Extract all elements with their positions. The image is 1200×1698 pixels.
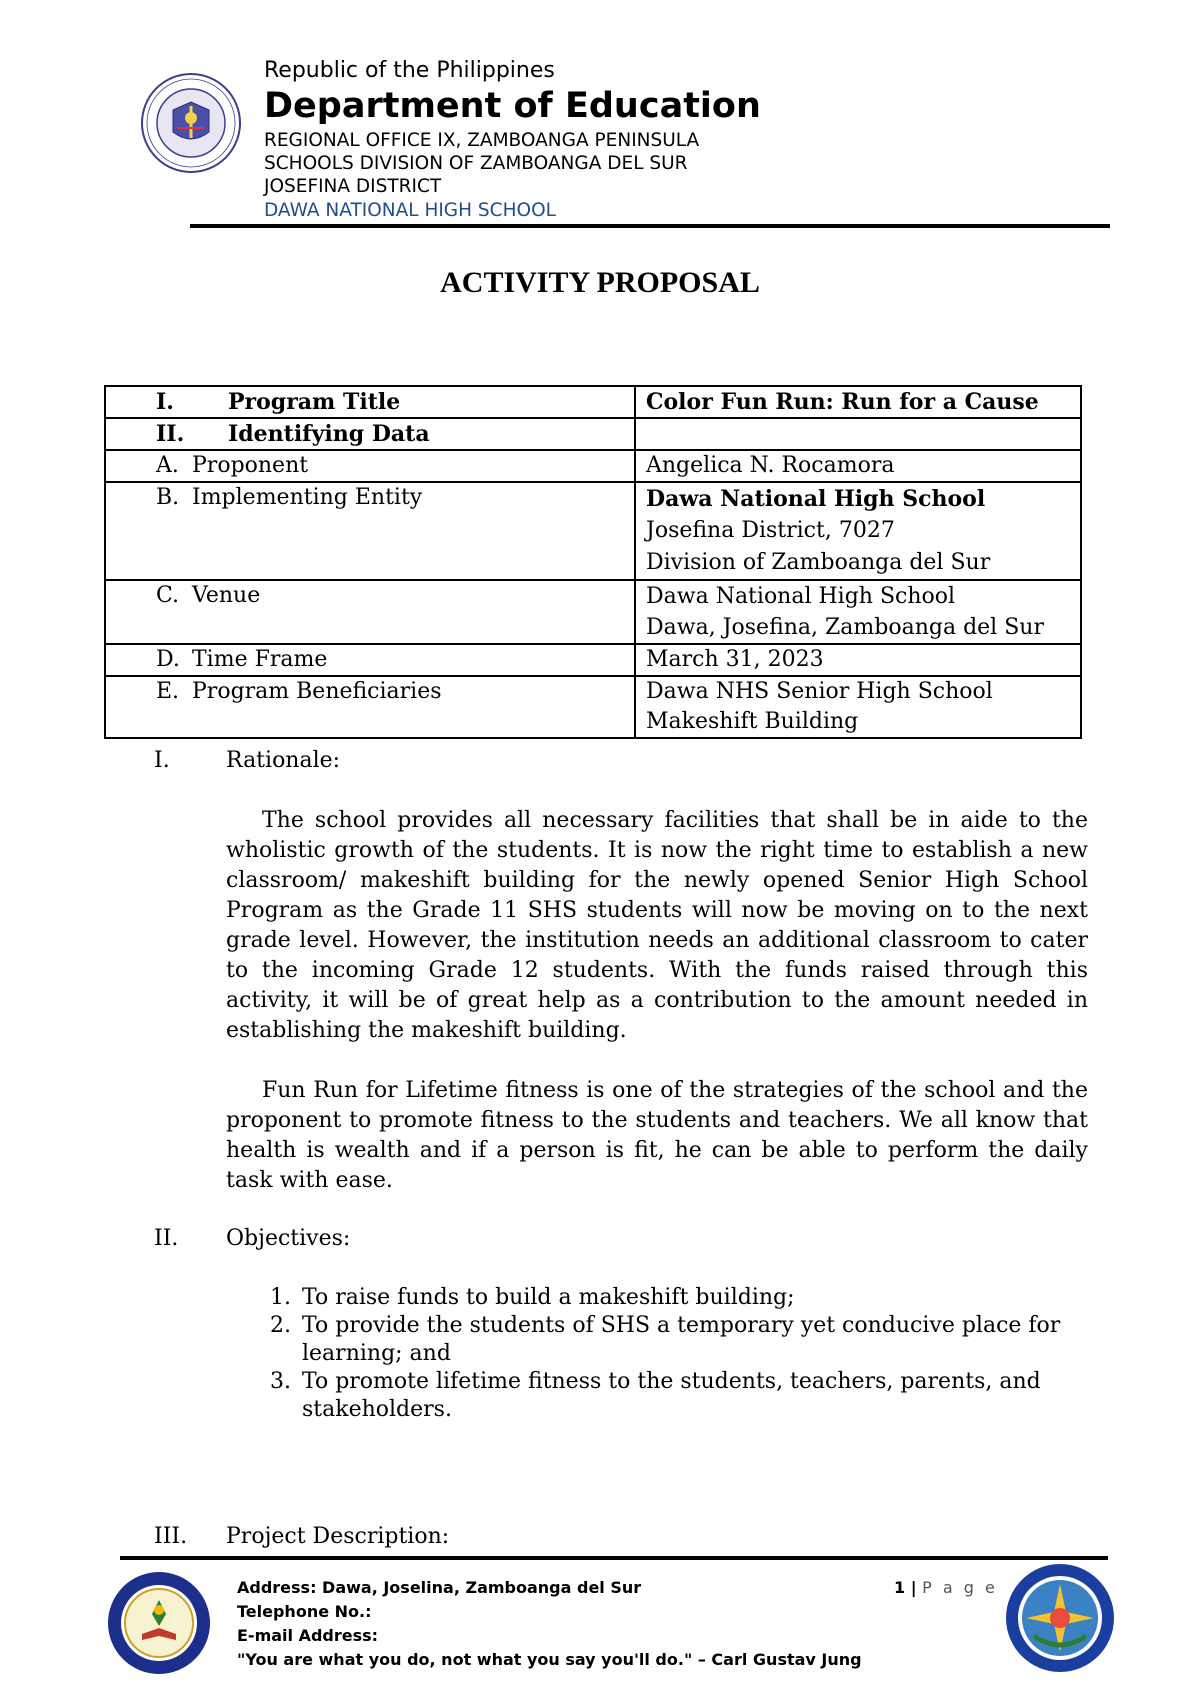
rationale-paragraph-1: The school provides all necessary facilities that shall be in aide to the wholistic growth of the students. It is now the right time to establish a new classroom/ makeshift building for the newly opened Senior High School Program as the Grade 11 SHS students will now be moving on to the next grade level. However, the institution needs an additional classroom to cater to the incoming Grade 12 students. With the funds raised through this activity, it will be of great help as a contribution to the amount needed in establishing the makeshift building. — [226, 808, 1088, 1043]
row-value — [635, 418, 1081, 450]
objectives-list — [226, 1284, 1128, 1424]
entity-name: Dawa National High School — [646, 486, 986, 512]
list-item: 2. To provide the students of SHS a temporary yet conducive place for learning; and — [298, 1312, 1128, 1368]
table-row — [105, 644, 1081, 676]
table-row — [105, 418, 1081, 450]
row-label: Proponent — [192, 453, 309, 478]
header-republic: Republic of the Philippines — [264, 58, 555, 83]
list-item: 1. To raise funds to build a makeshift building; — [298, 1284, 1128, 1312]
section-number: III. — [154, 1524, 188, 1549]
row-label: Identifying Data — [228, 421, 430, 447]
row-label: Program Title — [228, 389, 401, 415]
division-logo — [1004, 1562, 1116, 1674]
row-value: Dawa NHS Senior High School Makeshift Building — [635, 676, 1081, 738]
header-school: DAWA NATIONAL HIGH SCHOOL — [264, 200, 556, 221]
footer-email: E-mail Address: — [237, 1626, 379, 1645]
document-title: ACTIVITY PROPOSAL — [440, 266, 760, 299]
footer-divider — [120, 1556, 1108, 1560]
row-letter: A. — [156, 453, 179, 478]
section-heading-project-description: Project Description: — [226, 1524, 450, 1549]
page-number: 1 — [894, 1578, 906, 1597]
section-heading-rationale: Rationale: — [226, 748, 341, 773]
footer-telephone: Telephone No.: — [237, 1602, 372, 1621]
school-logo — [106, 1570, 212, 1676]
table-row — [105, 450, 1081, 482]
header-region: REGIONAL OFFICE IX, ZAMBOANGA PENINSULA — [264, 130, 700, 151]
footer-quote: "You are what you do, not what you say you'll do." – Carl Gustav Jung — [237, 1650, 862, 1669]
venue-name: Dawa National High School — [646, 584, 956, 609]
entity-district: Josefina District, 7027 — [646, 518, 895, 543]
entity-division: Division of Zamboanga del Sur — [646, 550, 991, 575]
row-label: Program Beneficiaries — [192, 679, 442, 704]
header-division: SCHOOLS DIVISION OF ZAMBOANGA DEL SUR — [264, 153, 688, 174]
page-number-label: 1 | P a g e — [894, 1578, 998, 1597]
row-letter: E. — [156, 679, 180, 704]
row-number: II. — [156, 421, 185, 447]
list-item: 3. To promote lifetime fitness to the students, teachers, parents, and stakeholders. — [298, 1368, 1128, 1424]
rationale-paragraph-2: Fun Run for Lifetime fitness is one of the strategies of the school and the proponent to promote fitness to the students and teachers. We all know that health is wealth and if a person is fit, he can be able to perform the daily task with ease. — [226, 1078, 1088, 1193]
table-row — [105, 676, 1081, 738]
row-label: Implementing Entity — [192, 485, 423, 510]
identifying-data-table — [104, 385, 1082, 739]
row-letter: B. — [156, 485, 180, 510]
row-number: I. — [156, 389, 174, 415]
header-divider — [190, 224, 1110, 228]
table-row — [105, 482, 1081, 580]
row-letter: C. — [156, 583, 180, 608]
header-district: JOSEFINA DISTRICT — [264, 176, 442, 197]
section-number: I. — [154, 748, 170, 773]
deped-seal-logo — [140, 72, 242, 174]
row-label: Venue — [192, 583, 261, 608]
row-label: Time Frame — [192, 647, 328, 672]
row-value: March 31, 2023 — [635, 644, 1081, 676]
header-department: Department of Education — [264, 86, 761, 126]
row-value: Color Fun Run: Run for a Cause — [635, 386, 1081, 418]
row-value: Angelica N. Rocamora — [635, 450, 1081, 482]
page-word: P a g e — [922, 1578, 998, 1597]
table-row — [105, 386, 1081, 418]
section-number: II. — [154, 1226, 179, 1251]
section-heading-objectives: Objectives: — [226, 1226, 351, 1251]
row-letter: D. — [156, 647, 180, 672]
footer-address: Address: Dawa, Joselina, Zamboanga del Sur — [237, 1578, 642, 1597]
venue-address: Dawa, Josefina, Zamboanga del Sur — [646, 615, 1044, 640]
table-row — [105, 580, 1081, 644]
